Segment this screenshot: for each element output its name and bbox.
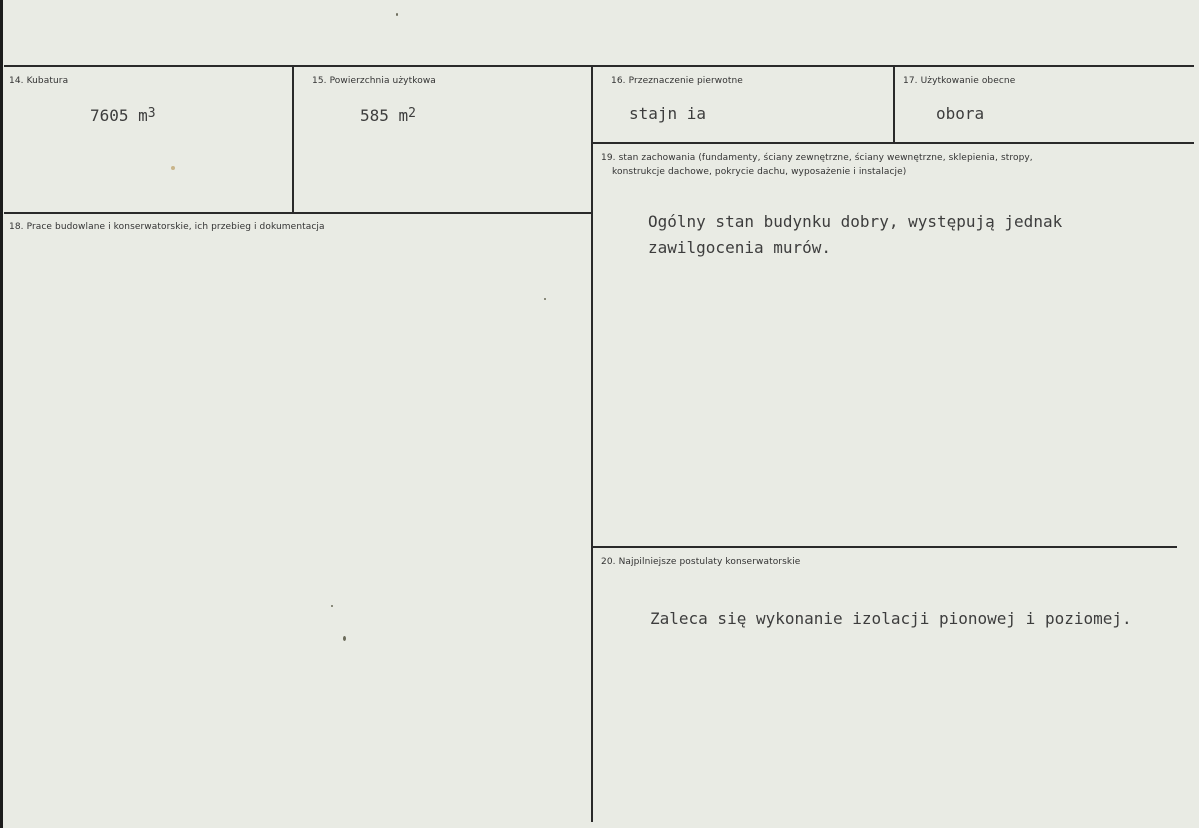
field-19-value-line1: Ogólny stan budynku dobry, występują jednak xyxy=(648,212,1063,231)
field-17-label: 17. Użytkowanie obecne xyxy=(903,76,1016,86)
divider-16-17 xyxy=(893,67,895,143)
top-rule xyxy=(4,65,1194,67)
field-19-label-line1: 19. stan zachowania (fundamenty, ściany zewnętrzne, ściany wewnętrzne, sklepienia, stropy, xyxy=(601,153,1033,163)
field-15-label: 15. Powierzchnia użytkowa xyxy=(312,76,436,86)
paper-speck xyxy=(171,166,175,170)
paper-speck xyxy=(343,636,346,641)
field-14-label: 14. Kubatura xyxy=(9,76,69,86)
field-15-value xyxy=(360,106,416,125)
field-20-value: Zaleca się wykonanie izolacji pionowej i poziomej. xyxy=(650,609,1132,628)
left-edge xyxy=(0,0,3,828)
paper-speck xyxy=(544,298,546,300)
field-16-label: 16. Przeznaczenie pierwotne xyxy=(611,76,743,86)
rule-under-16-17 xyxy=(593,142,1194,144)
field-20-label: 20. Najpilniejsze postulaty konserwatorskie xyxy=(601,557,801,567)
field-16-value: stajn ia xyxy=(629,104,707,123)
paper-speck xyxy=(396,13,398,16)
divider-main-vertical xyxy=(591,67,593,822)
divider-14-15 xyxy=(292,67,294,213)
field-14-unit-exponent: 3 xyxy=(147,106,156,121)
field-17-value: obora xyxy=(936,104,985,123)
field-15-unit-exponent: 2 xyxy=(408,106,416,121)
paper-speck xyxy=(331,605,333,607)
rule-above-20 xyxy=(593,546,1177,548)
field-14-value-text: 7605 m xyxy=(90,106,148,125)
field-15-value-text: 585 m xyxy=(360,106,409,125)
field-19-value-line2: zawilgocenia murów. xyxy=(648,238,832,257)
field-18-label: 18. Prace budowlane i konserwatorskie, ich przebieg i dokumentacja xyxy=(9,222,325,232)
field-14-value xyxy=(90,106,156,125)
field-19-label-line2: konstrukcje dachowe, pokrycie dachu, wyposażenie i instalacje) xyxy=(612,167,907,177)
rule-under-14-15 xyxy=(4,212,592,214)
